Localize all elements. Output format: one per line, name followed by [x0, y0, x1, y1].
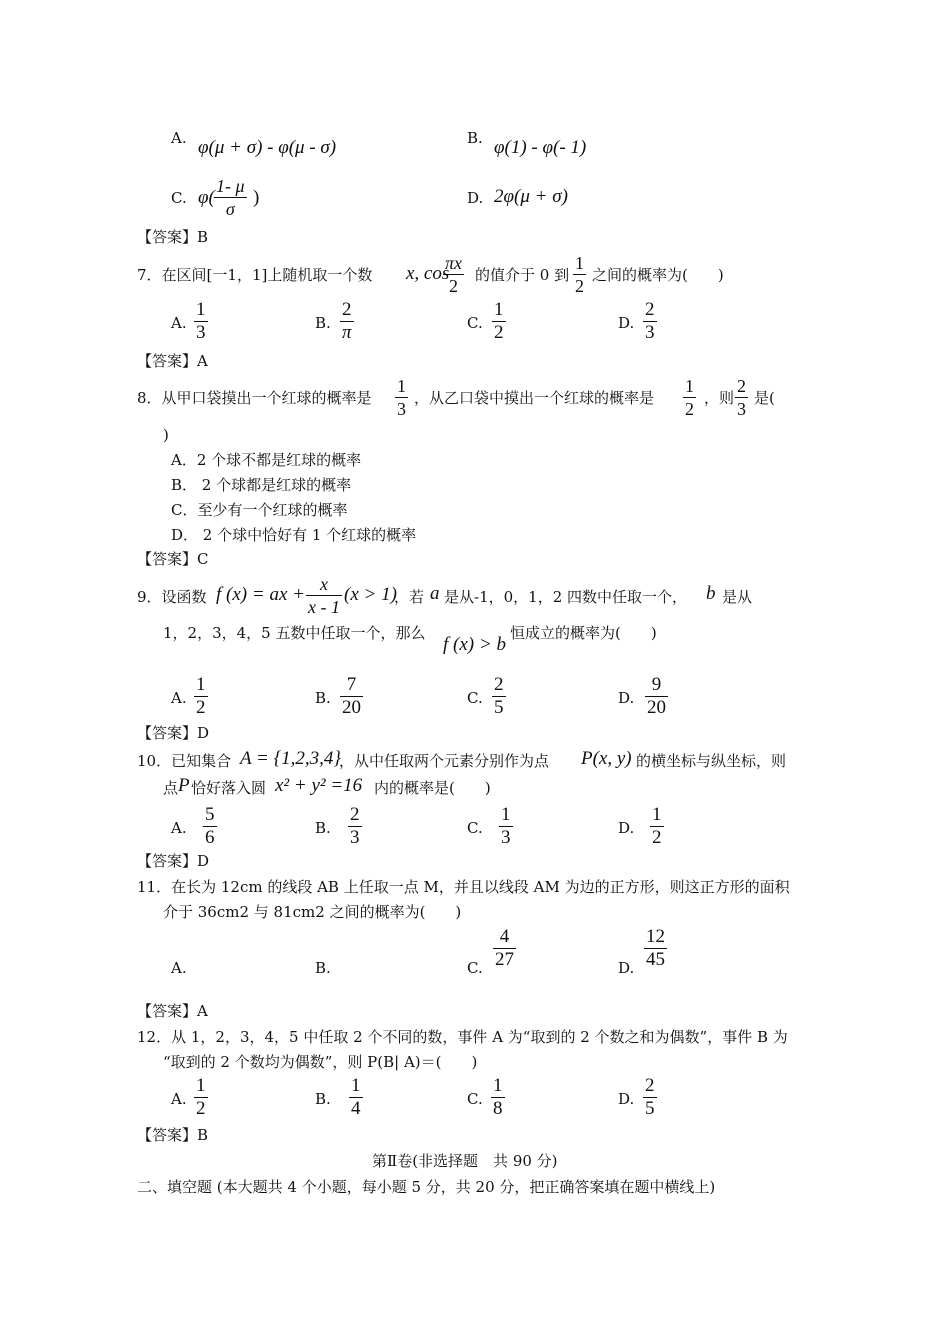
q6-option-b-label: B. [467, 129, 483, 147]
fraction-denominator: π [342, 322, 352, 343]
fraction-denominator: 2 [652, 827, 662, 848]
fraction-numerator: 1 [351, 1075, 361, 1096]
fraction-denominator: 2 [685, 399, 694, 419]
q10-option-b [348, 805, 362, 848]
fraction-denominator: 3 [737, 399, 746, 419]
q11-option-c [493, 927, 516, 970]
q12-option-c [491, 1076, 505, 1119]
q10-option-d-label: D. [618, 819, 635, 837]
q8-fraction-1 [395, 376, 408, 419]
q9-part4: 是从 [722, 588, 753, 606]
q9-part2: ，若 [394, 588, 425, 606]
fraction-numerator: 1 [493, 1075, 503, 1096]
q8-option-d: D． 2 个球中恰好有 1 个红球的概率 [171, 526, 417, 544]
q6-option-a-label: A. [171, 129, 187, 147]
q11-line2: 介于 36cm2 与 81cm2 之间的概率为( ) [163, 903, 462, 921]
fraction-denominator: 20 [342, 697, 361, 718]
q10-line2b: 恰好落入圆 [191, 779, 267, 797]
q6-option-c-fraction [214, 176, 247, 219]
q9-part1: 9．设函数 [137, 588, 207, 606]
fraction-denominator: 20 [647, 697, 666, 718]
q9-option-b [340, 675, 363, 718]
q6-option-d-label: D. [467, 189, 484, 207]
fraction-numerator: 1- μ [216, 176, 245, 196]
q9-b: b [706, 583, 716, 604]
fraction-numerator: 2 [645, 1075, 655, 1096]
section-two-heading: 二、填空题 (本大题共 4 个小题，每小题 5 分，共 20 分，把正确答案填在题中横线上) [137, 1178, 716, 1196]
q11-option-d [644, 927, 667, 970]
q7-option-a-label: A. [171, 314, 187, 332]
fraction-numerator: 1 [196, 299, 206, 320]
fraction-numerator: 4 [499, 926, 510, 947]
q10-part3: 的横坐标与纵坐标，则 [636, 752, 787, 770]
q9-option-c [492, 675, 506, 718]
fraction-numerator: 1 [196, 1075, 206, 1096]
q7-option-d-label: D. [618, 314, 635, 332]
q10-option-a-label: A. [171, 819, 187, 837]
q12-line1: 12．从 1，2，3，4，5 中任取 2 个不同的数，事件 A 为“取到的 2 个数之和为偶数”，事件 B 为 [137, 1028, 788, 1046]
fraction-numerator: 9 [651, 674, 662, 695]
q8-option-c: C．至少有一个红球的概率 [171, 501, 348, 519]
q6-option-b: φ(1) - φ(- 1) [494, 137, 587, 158]
q9-function: f (x) = ax + [216, 584, 305, 605]
q6-option-c-post: ) [253, 187, 260, 208]
q8-close: ) [163, 426, 169, 444]
fraction-denominator: 2 [494, 322, 504, 343]
q10-option-a [203, 805, 217, 848]
q10-line2a: 点 [163, 779, 179, 797]
fraction-numerator: x [319, 574, 328, 594]
fraction-denominator: 5 [494, 697, 504, 718]
q12-option-a [194, 1076, 208, 1119]
q9-part3: 是从-1，0，1，2 四数中任取一个， [444, 588, 688, 606]
q11-option-b-label: B. [315, 959, 331, 977]
q9-option-d-label: D. [618, 689, 635, 707]
q12-answer: 【答案】B [137, 1126, 209, 1144]
q9-answer: 【答案】D [137, 724, 210, 742]
fraction-numerator: 1 [397, 376, 406, 396]
q9-line2: 1，2，3，4，5 五数中任取一个，那么 [163, 624, 426, 642]
fraction-numerator: 1 [575, 253, 584, 273]
fraction-denominator: 3 [501, 827, 511, 848]
fraction-denominator: x - 1 [308, 597, 340, 617]
q7-fraction-pix [443, 253, 464, 296]
fraction-numerator: 1 [196, 674, 206, 695]
q6-option-c-label: C. [171, 189, 187, 207]
q7-suffix: 之间的概率为( ) [592, 266, 724, 284]
q9-fraction [306, 574, 342, 617]
q8-fraction-2 [683, 376, 696, 419]
q12-option-a-label: A. [171, 1090, 187, 1108]
q11-option-c-label: C. [467, 959, 483, 977]
q8-part4: 是( [754, 389, 775, 407]
q9-option-a [194, 675, 208, 718]
fraction-numerator: 5 [205, 804, 215, 825]
fraction-denominator: 2 [196, 1098, 206, 1119]
q9-option-c-label: C. [467, 689, 483, 707]
q8-option-a: A．2 个球不都是红球的概率 [171, 451, 362, 469]
q9-option-d [645, 675, 668, 718]
q9-a: a [430, 583, 440, 604]
q8-answer: 【答案】C [137, 550, 209, 568]
fraction-numerator: 2 [645, 299, 655, 320]
fraction-denominator: 2 [575, 276, 584, 296]
q6-answer: 【答案】B [137, 228, 209, 246]
q7-option-b [340, 300, 354, 343]
fraction-numerator: 1 [494, 299, 504, 320]
fraction-denominator: 45 [646, 949, 665, 970]
fraction-numerator: πx [445, 253, 463, 273]
q12-line2: “取到的 2 个数均为偶数”，则 P(B| A)＝( ) [163, 1053, 478, 1071]
q7-option-d [643, 300, 657, 343]
q9-option-b-label: B. [315, 689, 331, 707]
fraction-denominator: 2 [196, 697, 206, 718]
q12-option-d [643, 1076, 657, 1119]
q7-fraction-half [573, 253, 586, 296]
q12-option-b-label: B. [315, 1090, 331, 1108]
fraction-numerator: 1 [652, 804, 662, 825]
q7-prefix: 7．在区间[一1，1]上随机取一个数 [137, 266, 373, 284]
q7-option-b-label: B. [315, 314, 331, 332]
q6-option-d: 2φ(μ + σ) [494, 186, 568, 207]
fraction-numerator: 2 [494, 674, 504, 695]
q7-answer: 【答案】A [137, 352, 208, 370]
fraction-denominator: 6 [205, 827, 215, 848]
q10-option-d [650, 805, 664, 848]
fraction-denominator: 3 [350, 827, 360, 848]
q6-option-c-pre: φ( [198, 187, 215, 208]
fraction-numerator: 2 [350, 804, 360, 825]
q10-answer: 【答案】D [137, 852, 210, 870]
fraction-denominator: 3 [645, 322, 655, 343]
q10-part1: 10．已知集合 [137, 752, 232, 770]
fraction-denominator: 5 [645, 1098, 655, 1119]
fraction-numerator: 12 [646, 926, 665, 947]
q9-inequality: f (x) > b [443, 634, 506, 655]
q9-condition: (x > 1) [344, 584, 397, 605]
fraction-denominator: 3 [196, 322, 206, 343]
q7-option-a [194, 300, 208, 343]
q12-option-b [349, 1076, 363, 1119]
q10-p: P [178, 775, 190, 796]
q8-option-b: B． 2 个球都是红球的概率 [171, 476, 352, 494]
q10-point: P(x, y) [581, 748, 632, 769]
q7-middle: 的值介于 0 到 [475, 266, 570, 284]
fraction-numerator: 2 [342, 299, 352, 320]
q7-option-c [492, 300, 506, 343]
q6-option-a: φ(μ + σ) - φ(μ - σ) [198, 137, 337, 158]
fraction-numerator: 1 [501, 804, 511, 825]
fraction-denominator: 4 [351, 1098, 361, 1119]
fraction-denominator: 3 [397, 399, 406, 419]
q8-part3: ，则 [704, 389, 735, 407]
q10-line2c: 内的概率是( ) [374, 779, 491, 797]
section-title: 第Ⅱ卷(非选择题 共 90 分) [372, 1152, 558, 1170]
q12-option-d-label: D. [618, 1090, 635, 1108]
q12-option-c-label: C. [467, 1090, 483, 1108]
fraction-numerator: 1 [685, 376, 694, 396]
q11-answer: 【答案】A [137, 1002, 208, 1020]
q10-set: A = {1,2,3,4} [240, 748, 342, 769]
fraction-denominator: 2 [449, 276, 458, 296]
q11-option-d-label: D. [618, 959, 635, 977]
q10-option-c-label: C. [467, 819, 483, 837]
q10-part2: ，从中任取两个元素分别作为点 [339, 752, 550, 770]
q8-part2: ，从乙口袋中摸出一个红球的概率是 [414, 389, 655, 407]
fraction-numerator: 2 [737, 376, 746, 396]
q11-line1: 11．在长为 12cm 的线段 AB 上任取一点 M，并且以线段 AM 为边的正方形，则这正方形的面积 [137, 878, 790, 896]
q10-option-c [499, 805, 513, 848]
fraction-numerator: 7 [346, 674, 357, 695]
fraction-denominator: 27 [495, 949, 514, 970]
q10-option-b-label: B. [315, 819, 331, 837]
q9-option-a-label: A. [171, 689, 187, 707]
q7-option-c-label: C. [467, 314, 483, 332]
q8-part1: 8．从甲口袋摸出一个红球的概率是 [137, 389, 372, 407]
q9-line2-end: 恒成立的概率为( ) [510, 624, 657, 642]
q11-option-a-label: A. [171, 959, 187, 977]
q10-circle: x² + y² =16 [275, 775, 363, 796]
q7-x-cos: x, cos [406, 263, 450, 284]
fraction-denominator: 8 [493, 1098, 503, 1119]
q8-fraction-3 [735, 376, 748, 419]
fraction-denominator: σ [225, 199, 235, 219]
